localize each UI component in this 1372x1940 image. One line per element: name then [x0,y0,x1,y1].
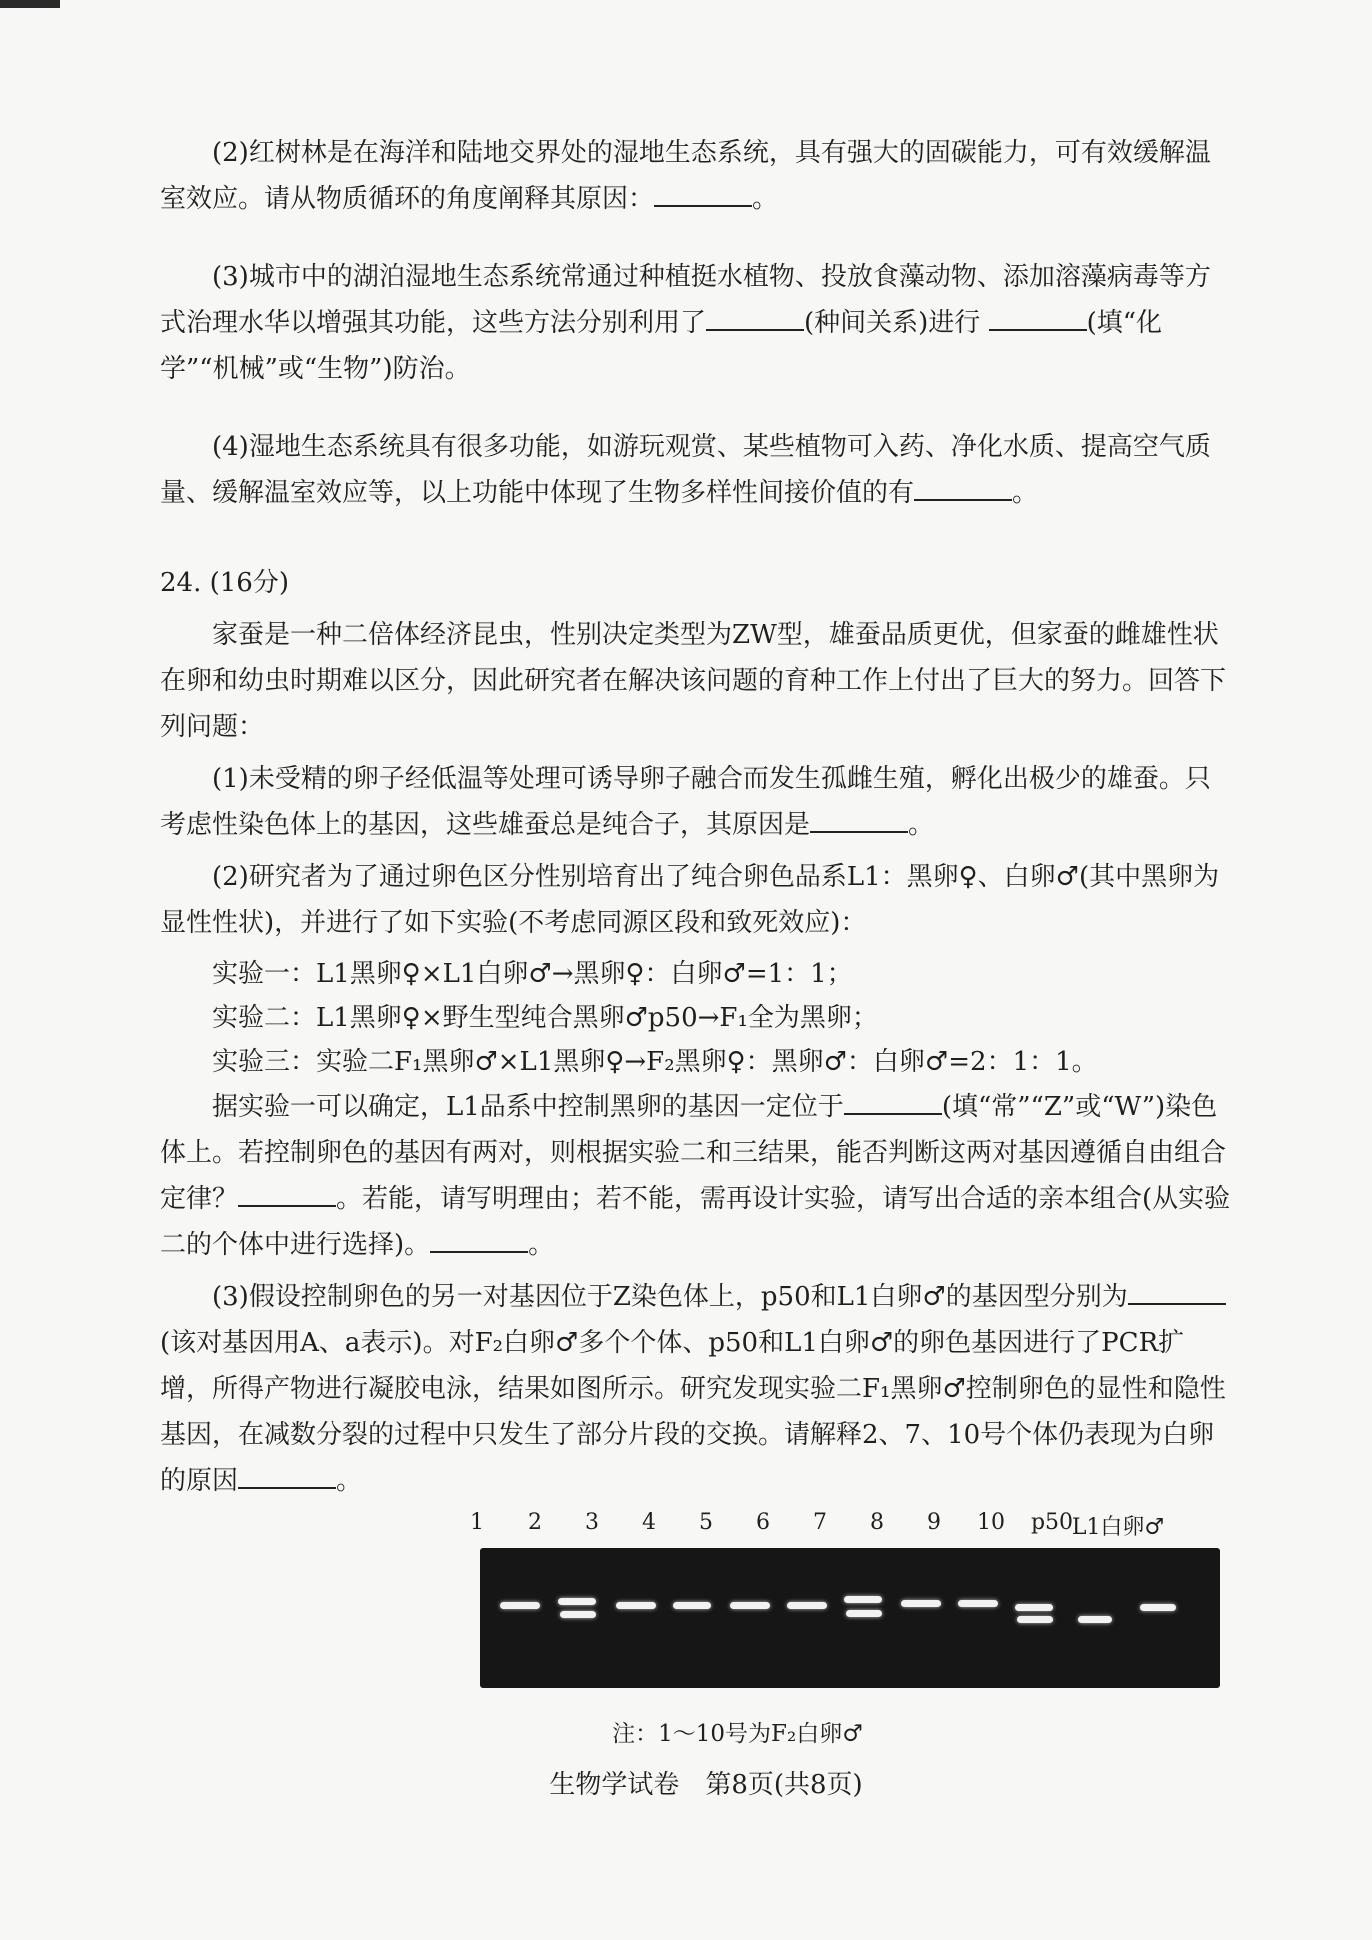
gel-band [901,1600,941,1607]
lane-label: L1白卵♂ [1071,1515,1165,1540]
gel-band [787,1602,827,1609]
page-content [160,130,1235,1760]
gel-band [1078,1616,1112,1623]
figure-caption: 注：1～10号为F₂白卵♂ [612,1721,863,1747]
q23-part4-text: (4)湿地生态系统具有很多功能，如游玩观赏、某些植物可入药、净化水质、提高空气质量、缓解温室效应等，以上功能中体现了生物多样性间接价值的有 [160,432,1211,508]
gel-band [958,1600,998,1607]
q24-part2-cont-end: 。 [528,1230,555,1260]
q23-part2-end: 。 [752,184,779,214]
lane-label: 9 [927,1510,941,1535]
q23-part4-end: 。 [1012,478,1039,508]
gel-lane-labels [470,1510,1235,1540]
lane-label: 2 [528,1510,542,1535]
answer-blank [914,477,1012,501]
q24-part3-text-b: (该对基因用A、a表示)。对F₂白卵♂多个个体、p50和L1白卵♂的卵色基因进行了PCR扩增，所得产物进行凝胶电泳，结果如图所示。研究发现实验二F₁黑卵♂控制卵色的显性和隐性基因，在减数分裂的过程中只发生了部分片段的交换。请解释2、7、10号个体仍表现为白卵的原因 [160,1328,1226,1496]
lane-label: 4 [642,1510,656,1535]
gel-band [846,1610,882,1617]
q23-part3-text-b: (种间关系)进行 [804,308,981,338]
gel-band [1017,1616,1053,1623]
lane-label: 8 [870,1510,884,1535]
q23-part2-text: (2)红树林是在海洋和陆地交界处的湿地生态系统，具有强大的固碳能力，可有效缓解温室效应。请从物质循环的角度阐释其原因： [160,138,1211,214]
answer-blank [810,809,908,833]
gel-band [844,1596,882,1603]
lane-label: 7 [813,1510,827,1535]
q24-part3-end: 。 [336,1466,363,1496]
answer-blank [238,1183,336,1207]
q24-part3-text-a: (3)假设控制卵色的另一对基因位于Z染色体上，p50和L1白卵♂的基因型分别为 [212,1282,1128,1312]
q23-part4 [160,424,1235,516]
answer-blank [989,307,1087,331]
gel-electrophoresis-figure [160,1510,1235,1760]
q23-part2 [160,130,1235,222]
q24-heading: 24. (16分) [160,568,289,598]
q24-part3 [160,1274,1235,1504]
gel-band [1015,1604,1053,1611]
lane-label: p50 [1030,1510,1074,1535]
page-footer: 生物学试卷 第8页(共8页) [549,1770,863,1800]
q23-part3-text-a: (3)城市中的湖泊湿地生态系统常通过种植挺水植物、投放食藻动物、添加溶藻病毒等方式治理水华以增强其功能，这些方法分别利用了 [160,262,1211,338]
scan-corner-mark [0,0,60,8]
q24-part2-cont-c: 。若能，请写明理由；若不能，需再设计实验，请写出合适的亲本组合(从实验二的个体中进行选择)。 [160,1184,1231,1260]
q24-part2-continued [160,1084,1235,1268]
q24-part2-cont-a: 据实验一可以确定，L1品系中控制黑卵的基因一定位于 [212,1092,844,1122]
answer-blank [844,1091,942,1115]
experiment-1: 实验一：L1黑卵♀×L1白卵♂→黑卵♀：白卵♂=1：1； [212,959,853,989]
experiment-2: 实验二：L1黑卵♀×野生型纯合黑卵♂p50→F₁全为黑卵； [212,1003,878,1033]
gel-band [560,1611,596,1618]
q24-intro: 家蚕是一种二倍体经济昆虫，性别决定类型为ZW型，雄蚕品质更优，但家蚕的雌雄性状在卵和幼虫时期难以区分，因此研究者在解决该问题的育种工作上付出了巨大的努力。回答下列问题： [160,620,1227,742]
q24-part1 [160,756,1235,848]
gel-band [558,1598,596,1605]
gel-band [616,1602,656,1609]
answer-blank [1128,1281,1226,1305]
answer-blank [654,183,752,207]
lane-label: 3 [585,1510,599,1535]
gel-band [673,1602,711,1609]
q24-part1-end: 。 [908,810,935,840]
gel-band [730,1602,770,1609]
lane-label: 6 [756,1510,770,1535]
gel-image [480,1548,1220,1688]
lane-label: 10 [977,1510,1005,1535]
q23-part3-text-c: (填“化学”“机械”或“生物”)防治。 [160,308,1163,384]
gel-band [500,1602,540,1609]
gel-band [1140,1604,1176,1611]
lane-label: 1 [470,1510,484,1535]
q24-part1-text: (1)未受精的卵子经低温等处理可诱导卵子融合而发生孤雌生殖，孵化出极少的雄蚕。只考虑性染色体上的基因，这些雄蚕总是纯合子，其原因是 [160,764,1211,840]
lane-label: 5 [699,1510,713,1535]
answer-blank [238,1465,336,1489]
answer-blank [706,307,804,331]
q24-part2: (2)研究者为了通过卵色区分性别培育出了纯合卵色品系L1：黑卵♀、白卵♂(其中黑卵为显性性状)，并进行了如下实验(不考虑同源区段和致死效应)： [160,862,1220,938]
q24-part2-cont-b: (填“常”“Z”或“W”)染色体上。若控制卵色的基因有两对，则根据实验二和三结果，能否判断这两对基因遵循自由组合定律？ [160,1092,1227,1214]
q23-part3 [160,254,1235,392]
answer-blank [430,1229,528,1253]
experiment-3: 实验三：实验二F₁黑卵♂×L1黑卵♀→F₂黑卵♀：黑卵♂：白卵♂=2：1：1。 [212,1047,1098,1077]
